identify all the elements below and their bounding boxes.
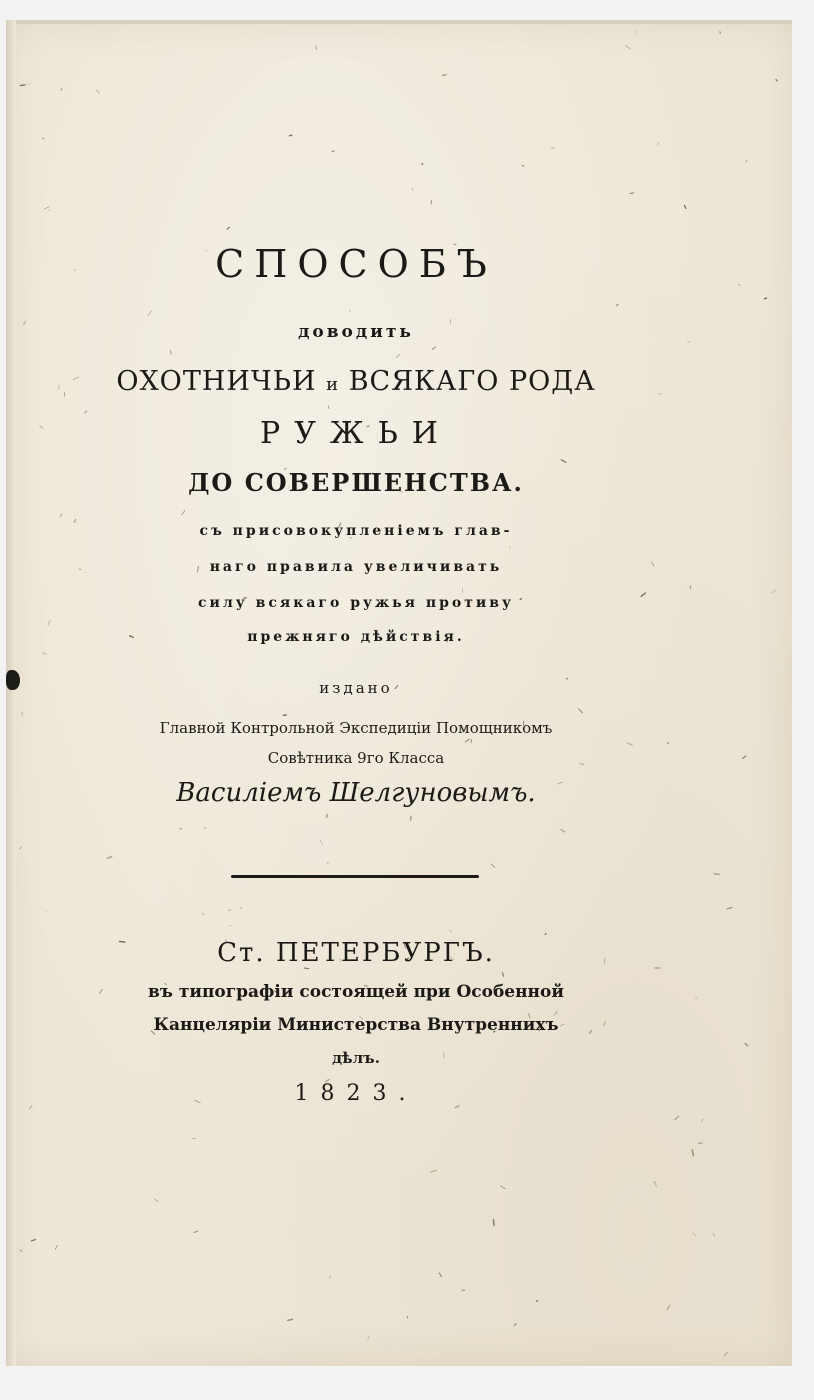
paper-speck bbox=[107, 857, 111, 859]
title-subject bbox=[6, 366, 706, 397]
divider-rule bbox=[231, 875, 479, 878]
paper-speck bbox=[455, 1106, 459, 1108]
paper-speck bbox=[739, 284, 740, 285]
paper-speck bbox=[155, 1199, 159, 1202]
paper-speck bbox=[22, 712, 23, 715]
paper-speck bbox=[510, 546, 511, 549]
paper-speck bbox=[698, 1143, 702, 1144]
press-line-1: въ типографіи состоящей при Особенной bbox=[148, 982, 564, 1002]
paper-speck bbox=[561, 830, 565, 833]
subject-conjunction: и bbox=[326, 374, 340, 395]
paper-speck bbox=[368, 1336, 370, 1340]
paper-speck bbox=[713, 1234, 714, 1237]
paper-speck bbox=[692, 1150, 693, 1156]
paper-speck bbox=[522, 165, 524, 166]
paper-speck bbox=[45, 207, 50, 210]
paper-speck bbox=[658, 143, 659, 145]
subject-part-1: ОХОТНИЧЬИ bbox=[116, 366, 317, 397]
paper-speck bbox=[55, 1245, 57, 1249]
paper-speck bbox=[514, 1324, 516, 1326]
paper-speck bbox=[74, 520, 75, 523]
paper-speck bbox=[491, 864, 495, 867]
paper-speck bbox=[684, 205, 685, 208]
paper-speck bbox=[442, 75, 446, 76]
paper-speck bbox=[171, 351, 172, 354]
paper-speck bbox=[20, 85, 24, 86]
paper-speck bbox=[503, 973, 504, 977]
paper-speck bbox=[61, 89, 62, 90]
author-position-line-2: Совѣтника 9го Класса bbox=[267, 749, 445, 767]
paper-speck bbox=[743, 756, 746, 759]
paper-speck bbox=[289, 135, 292, 136]
paper-speck bbox=[727, 908, 732, 909]
paper-speck bbox=[466, 739, 470, 741]
paper-speck bbox=[551, 148, 554, 149]
author-name: Василіемъ Шелгуновымъ. bbox=[176, 778, 536, 808]
paper-speck bbox=[433, 347, 436, 349]
subject-part-2: ВСЯКАГО РОДА bbox=[348, 366, 596, 397]
paper-speck bbox=[702, 1119, 703, 1121]
author-position-line-1: Главной Контрольной Экспедиціи Помощникомъ bbox=[159, 719, 553, 737]
paper-speck bbox=[288, 1319, 293, 1320]
paper-speck bbox=[48, 210, 49, 211]
paper-speck bbox=[630, 193, 633, 194]
paper-speck bbox=[96, 90, 99, 93]
paper-speck bbox=[675, 1116, 679, 1119]
publication-year: 1823. bbox=[294, 1081, 418, 1106]
subtitle-line-1: съ присовокупленіемъ глав- bbox=[199, 523, 513, 539]
paper-speck bbox=[43, 653, 47, 655]
paper-speck bbox=[350, 310, 351, 311]
paper-speck bbox=[20, 1250, 22, 1252]
paper-speck bbox=[450, 930, 452, 932]
paper-speck bbox=[439, 1273, 441, 1276]
paper-speck bbox=[327, 815, 328, 818]
paper-speck bbox=[501, 1186, 506, 1189]
paper-speck bbox=[776, 80, 777, 81]
paper-speck bbox=[654, 1182, 655, 1183]
paper-speck bbox=[148, 311, 151, 316]
paper-speck bbox=[772, 590, 775, 593]
paper-speck bbox=[635, 30, 637, 34]
paper-speck bbox=[202, 913, 203, 915]
paper-speck bbox=[655, 1184, 657, 1187]
paper-speck bbox=[304, 968, 308, 969]
paper-speck bbox=[720, 32, 721, 34]
book-title: СПОСОБЪ bbox=[215, 242, 497, 286]
paper-speck bbox=[332, 151, 334, 152]
title-guns: РУЖЬИ bbox=[260, 416, 452, 451]
paper-speck bbox=[329, 1277, 330, 1278]
paper-speck bbox=[764, 298, 766, 299]
paper-speck bbox=[667, 1305, 670, 1309]
paper-speck bbox=[327, 862, 328, 863]
paper-speck bbox=[29, 1106, 32, 1109]
published-by-label: издано bbox=[319, 679, 393, 697]
paper-speck bbox=[85, 411, 87, 413]
subtitle-line-3: силу всякаго ружья противу bbox=[198, 595, 514, 611]
paper-speck bbox=[194, 1231, 197, 1232]
paper-speck bbox=[471, 739, 472, 742]
paper-speck bbox=[320, 840, 322, 845]
paper-speck bbox=[431, 1170, 436, 1171]
press-line-3: дѣлъ. bbox=[332, 1049, 380, 1067]
paper-speck bbox=[182, 511, 185, 515]
paper-speck bbox=[316, 46, 317, 49]
paper-speck bbox=[626, 45, 631, 49]
paper-speck bbox=[412, 188, 413, 190]
paper-speck bbox=[746, 160, 747, 162]
paper-speck bbox=[537, 1301, 538, 1302]
paper-speck bbox=[48, 621, 50, 625]
subtitle-line-2: наго правила увеличивать bbox=[209, 559, 503, 575]
paper-speck bbox=[396, 354, 399, 357]
paper-speck bbox=[561, 460, 566, 463]
paper-speck bbox=[578, 709, 582, 713]
paper-speck bbox=[60, 514, 61, 516]
press-line-2: Канцеляріи Министерства Внутреннихъ bbox=[153, 1015, 559, 1035]
title-page bbox=[6, 20, 792, 1366]
paper-speck bbox=[20, 847, 22, 849]
paper-speck bbox=[627, 743, 632, 745]
title-verb: доводить bbox=[298, 322, 414, 342]
paper-speck bbox=[227, 227, 229, 229]
subtitle-line-4: прежняго дѣйствія. bbox=[247, 629, 465, 645]
paper-speck bbox=[493, 1220, 494, 1226]
paper-speck bbox=[745, 1044, 747, 1046]
paper-speck bbox=[693, 1233, 696, 1237]
paper-speck bbox=[422, 164, 423, 165]
paper-speck bbox=[545, 933, 546, 934]
publication-city: Ст. ПЕТЕРБУРГЪ. bbox=[217, 938, 495, 968]
paper-speck bbox=[725, 1353, 728, 1356]
title-perfection: ДО СОВЕРШЕНСТВА. bbox=[188, 468, 524, 497]
paper-speck bbox=[616, 304, 618, 305]
paper-speck bbox=[328, 406, 329, 409]
paper-speck bbox=[31, 1239, 35, 1241]
